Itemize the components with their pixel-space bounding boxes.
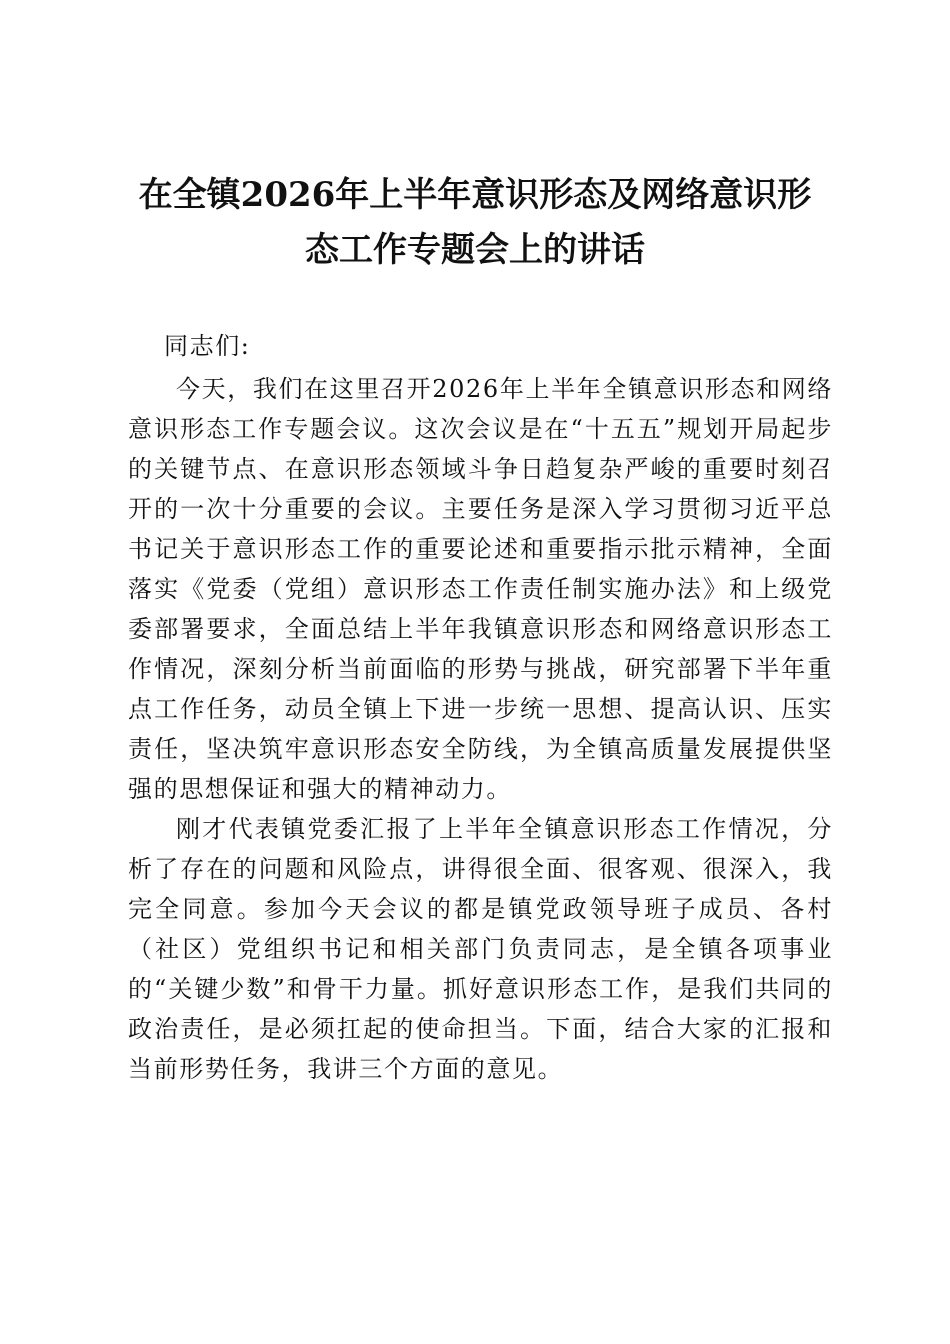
document-title [120, 168, 830, 278]
document-body [128, 326, 833, 1089]
document-title-line-1: 在全镇2026年上半年意识形态及网络意识形 [138, 175, 812, 215]
paragraph-1: 今天，我们在这里召开2026年上半年全镇意识形态和网络意识形态工作专题会议。这次会议是在“十五五”规划开局起步的关键节点、在意识形态领域斗争日趋复杂严峻的重要时刻召开的一次十分重要的会议。主要任务是深入学习贯彻习近平总书记关于意识形态工作的重要论述和重要指示批示精神，全面落实《党委（党组）意识形态工作责任制实施办法》和上级党委部署要求，全面总结上半年我镇意识形态和网络意识形态工作情况，深刻分析当前面临的形势与挑战，研究部署下半年重点工作任务，动员全镇上下进一步统一思想、提高认识、压实责任，坚决筑牢意识形态安全防线，为全镇高质量发展提供坚强的思想保证和强大的精神动力。 [128, 375, 833, 803]
paragraph-2: 刚才代表镇党委汇报了上半年全镇意识形态工作情况，分析了存在的问题和风险点，讲得很全面、很客观、很深入，我完全同意。参加今天会议的都是镇党政领导班子成员、各村（社区）党组织书记和相关部门负责同志，是全镇各项事业的“关键少数”和骨干力量。抓好意识形态工作，是我们共同的政治责任，是必须扛起的使命担当。下面，结合大家的汇报和当前形势任务，我讲三个方面的意见。 [128, 815, 833, 1083]
document-title-line-2: 态工作专题会上的讲话 [305, 230, 645, 270]
salutation: 同志们: [164, 332, 251, 360]
